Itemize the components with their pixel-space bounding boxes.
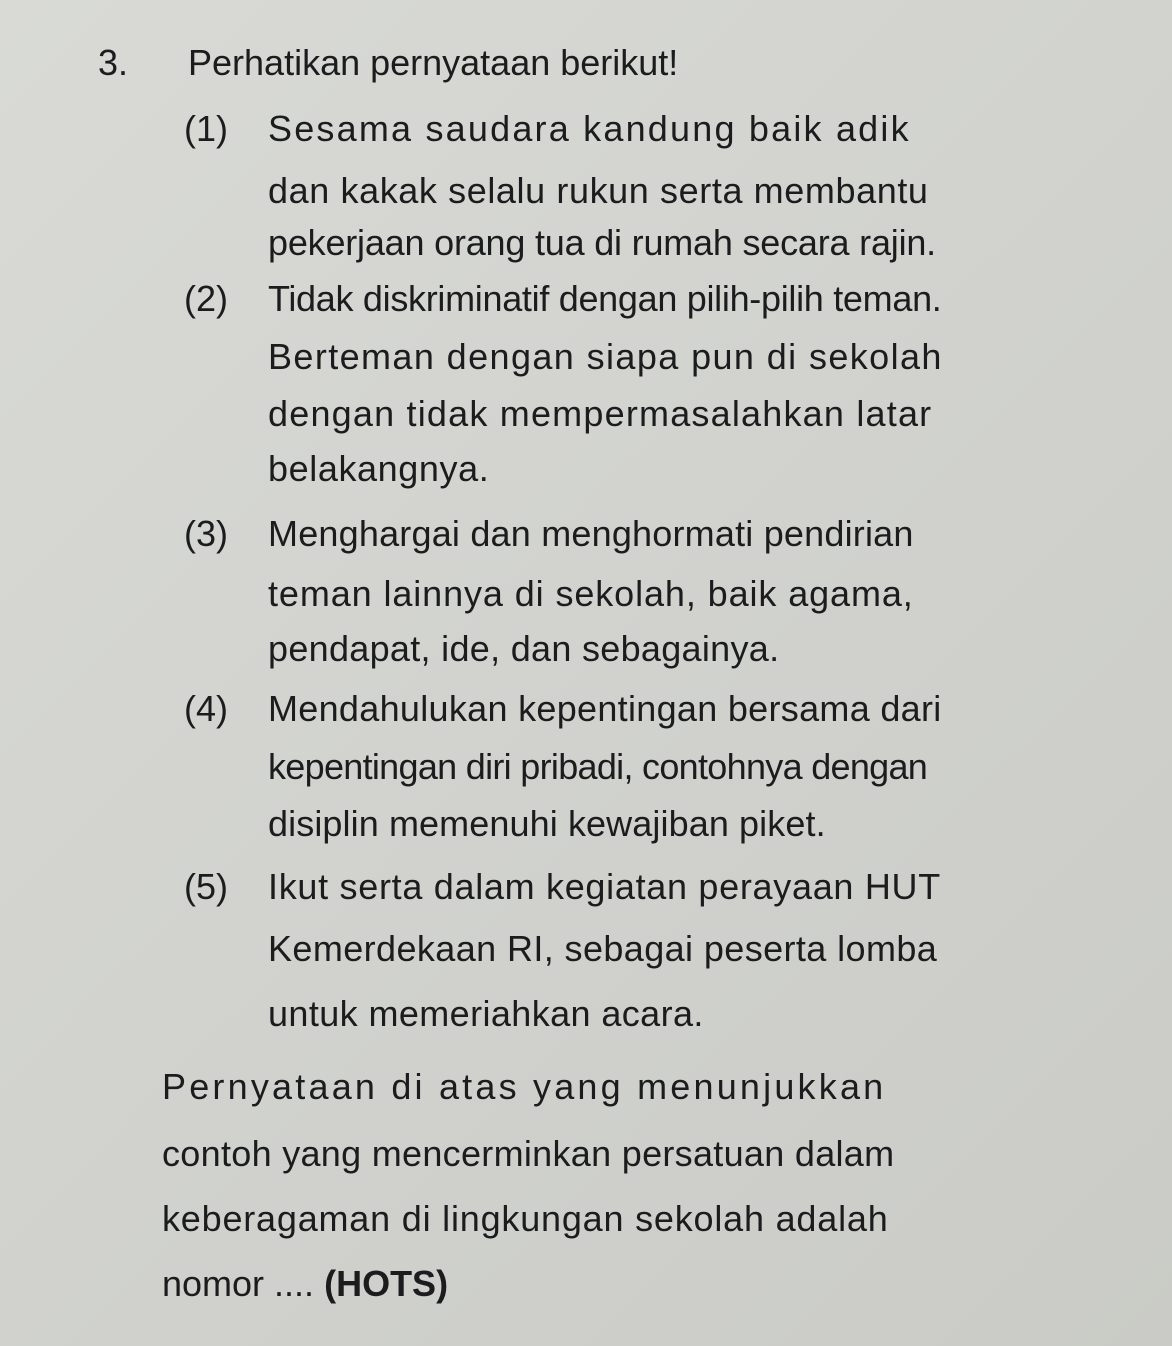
item-1-line-3: pekerjaan orang tua di rumah secara rajin. — [268, 222, 936, 263]
item-2-line-2: Berteman dengan siapa pun di sekolah — [268, 336, 943, 377]
closing-nomor-text: nomor .... — [162, 1263, 315, 1304]
question-intro: Perhatikan pernyataan berikut! — [188, 42, 679, 83]
closing-line-3: keberagaman di lingkungan sekolah adalah — [162, 1198, 889, 1239]
item-5-line-2: Kemerdekaan RI, sebagai peserta lomba — [268, 928, 938, 969]
hots-tag: (HOTS) — [324, 1263, 449, 1304]
item-4-number: (4) — [184, 688, 228, 729]
item-4-line-3: disiplin memenuhi kewajiban piket. — [268, 803, 826, 844]
item-5-number: (5) — [184, 866, 228, 907]
item-2-line-4: belakangnya. — [268, 448, 490, 489]
item-5-line-3: untuk memeriahkan acara. — [268, 993, 704, 1034]
closing-line-2: contoh yang mencerminkan persatuan dalam — [162, 1133, 895, 1174]
closing-last-line — [162, 1255, 448, 1313]
item-1-line-2: dan kakak selalu rukun serta membantu — [268, 170, 929, 211]
closing-line-1: Pernyataan di atas yang menunjukkan — [162, 1066, 887, 1107]
item-2-number: (2) — [184, 278, 228, 319]
item-2-line-1: Tidak diskriminatif dengan pilih-pilih teman. — [268, 278, 942, 319]
item-1-line-1: Sesama saudara kandung baik adik — [268, 108, 911, 149]
item-5-line-1: Ikut serta dalam kegiatan perayaan HUT — [268, 866, 941, 907]
item-3-line-2: teman lainnya di sekolah, baik agama, — [268, 573, 914, 614]
item-1-number: (1) — [184, 108, 228, 149]
item-4-line-1: Mendahulukan kepentingan bersama dari — [268, 688, 942, 729]
item-4-line-2: kepentingan diri pribadi, contohnya dengan — [268, 746, 928, 787]
item-3-number: (3) — [184, 513, 228, 554]
question-number: 3. — [98, 42, 129, 83]
item-2-line-3: dengan tidak mempermasalahkan latar — [268, 393, 933, 434]
item-3-line-1: Menghargai dan menghormati pendirian — [268, 513, 914, 554]
item-3-line-3: pendapat, ide, dan sebagainya. — [268, 628, 780, 669]
